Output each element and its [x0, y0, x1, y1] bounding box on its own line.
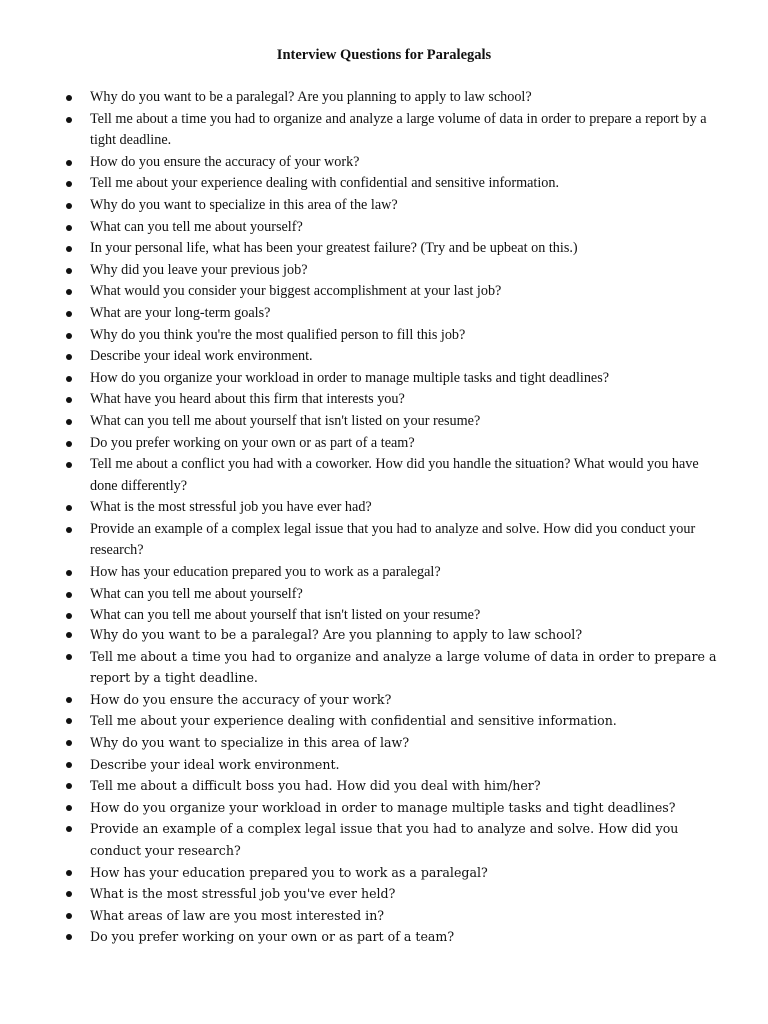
bullet-icon: [66, 95, 72, 101]
question-text: Why do you want to specialize in this area of the law?: [90, 196, 398, 213]
question-list-calibri: [0, 624, 768, 948]
bullet-icon: [66, 783, 72, 789]
bullet-icon: [66, 913, 72, 919]
bullet-icon: [66, 117, 72, 123]
question-text: What can you tell me about yourself that isn't listed on your resume?: [90, 607, 481, 624]
question-text: What areas of law are you most interested in?: [90, 907, 385, 923]
bullet-icon: [66, 870, 72, 876]
bullet-icon: [66, 311, 72, 317]
question-item: [0, 905, 768, 927]
question-text: Tell me about a conflict you had with a coworker. How did you handle the situation? What would you have done differently?: [90, 456, 699, 494]
bullet-icon: [66, 805, 72, 811]
question-text: Why do you think you're the most qualified person to fill this job?: [90, 326, 466, 343]
question-text: Tell me about a difficult boss you had. How did you deal with him/her?: [90, 778, 541, 794]
bullet-icon: [66, 246, 72, 252]
question-text: What is the most stressful job you've ever held?: [90, 886, 396, 902]
bullet-icon: [66, 740, 72, 746]
question-text: How do you ensure the accuracy of your work?: [90, 153, 360, 170]
bullet-icon: [66, 527, 72, 533]
question-text: Describe your ideal work environment.: [90, 756, 340, 772]
question-item: [0, 281, 768, 303]
question-text: Provide an example of a complex legal issue that you had to analyze and solve. How did you conduct your research?: [90, 520, 696, 559]
question-item: [0, 346, 768, 368]
question-text: Tell me about your experience dealing with confidential and sensitive information.: [90, 175, 560, 192]
question-item: [0, 195, 768, 217]
bullet-icon: [66, 891, 72, 897]
bullet-icon: [66, 397, 72, 403]
question-item: [0, 818, 768, 861]
question-item: [0, 303, 768, 325]
question-item: [0, 109, 768, 152]
bullet-icon: [66, 181, 72, 187]
bullet-icon: [66, 570, 72, 576]
bullet-icon: [66, 654, 72, 660]
bullet-icon: [66, 160, 72, 166]
question-item: [0, 497, 768, 519]
question-item: [0, 87, 768, 109]
question-text: What have you heard about this firm that interests you?: [90, 391, 405, 408]
question-item: [0, 173, 768, 195]
question-text: How do you organize your workload in order to manage multiple tasks and tight deadlines?: [90, 369, 610, 386]
question-item: [0, 389, 768, 411]
question-text: Why did you leave your previous job?: [90, 261, 308, 278]
question-item: [0, 883, 768, 905]
question-text: Provide an example of a complex legal issue that you had to analyze and solve. How did you conduct your research?: [90, 821, 679, 858]
bullet-icon: [66, 718, 72, 724]
bullet-icon: [66, 592, 72, 598]
question-text: What can you tell me about yourself that isn't listed on your resume?: [90, 412, 481, 429]
bullet-icon: [66, 613, 72, 619]
question-text: How do you organize your workload in order to manage multiple tasks and tight deadlines?: [90, 799, 676, 815]
question-item: [0, 689, 768, 711]
bullet-icon: [66, 505, 72, 511]
bullet-icon: [66, 697, 72, 703]
question-text: Tell me about your experience dealing with confidential and sensitive information.: [90, 713, 617, 729]
question-item: [0, 926, 768, 948]
bullet-icon: [66, 826, 72, 832]
bullet-icon: [66, 762, 72, 768]
bullet-icon: [66, 419, 72, 425]
question-item: [0, 260, 768, 282]
question-item: [0, 754, 768, 776]
question-item: [0, 562, 768, 584]
question-item: [0, 646, 768, 689]
bullet-icon: [66, 289, 72, 295]
question-item: [0, 624, 768, 646]
question-item: [0, 411, 768, 433]
bullet-icon: [66, 632, 72, 638]
bullet-icon: [66, 203, 72, 209]
question-list-serif: [0, 87, 768, 627]
bullet-icon: [66, 225, 72, 231]
question-text: What can you tell me about yourself?: [90, 218, 303, 235]
question-item: [0, 433, 768, 455]
question-text: What would you consider your biggest accomplishment at your last job?: [90, 283, 502, 300]
bullet-icon: [66, 268, 72, 274]
question-text: Why do you want to be a paralegal? Are you planning to apply to law school?: [90, 89, 532, 105]
question-item: [0, 519, 768, 562]
question-text: How do you ensure the accuracy of your work?: [90, 691, 392, 707]
bullet-icon: [66, 354, 72, 360]
question-text: Tell me about a time you had to organize and analyze a large volume of data in order to prepare a report by a tight deadline.: [90, 648, 717, 686]
question-item: [0, 797, 768, 819]
question-text: What are your long-term goals?: [90, 304, 271, 321]
question-item: [0, 862, 768, 884]
question-text: What is the most stressful job you have ever had?: [90, 499, 372, 516]
question-item: [0, 325, 768, 347]
bullet-icon: [66, 441, 72, 447]
question-text: How has your education prepared you to work as a paralegal?: [90, 564, 441, 581]
question-item: [0, 710, 768, 732]
bullet-icon: [66, 934, 72, 940]
question-text: How has your education prepared you to work as a paralegal?: [90, 864, 488, 880]
question-text: Why do you want to be a paralegal? Are you planning to apply to law school?: [90, 627, 583, 642]
question-item: [0, 238, 768, 260]
question-item: [0, 732, 768, 754]
question-text: Tell me about a time you had to organize and analyze a large volume of data in order to prepare a report by a tight deadline.: [90, 110, 707, 149]
question-item: [0, 775, 768, 797]
question-item: [0, 584, 768, 606]
document-title: Interview Questions for Paralegals: [276, 47, 492, 63]
bullet-icon: [66, 462, 72, 468]
question-text: Describe your ideal work environment.: [90, 348, 313, 365]
question-text: Do you prefer working on your own or as part of a team?: [90, 929, 455, 945]
question-item: [0, 152, 768, 174]
question-item: [0, 454, 768, 497]
question-text: In your personal life, what has been your greatest failure? (Try and be upbeat on this.): [90, 240, 578, 257]
question-text: What can you tell me about yourself?: [90, 585, 303, 602]
question-text: Why do you want to specialize in this area of law?: [90, 734, 410, 750]
question-item: [0, 217, 768, 239]
question-text: Do you prefer working on your own or as part of a team?: [90, 434, 415, 451]
question-item: [0, 368, 768, 390]
bullet-icon: [66, 376, 72, 382]
bullet-icon: [66, 333, 72, 339]
